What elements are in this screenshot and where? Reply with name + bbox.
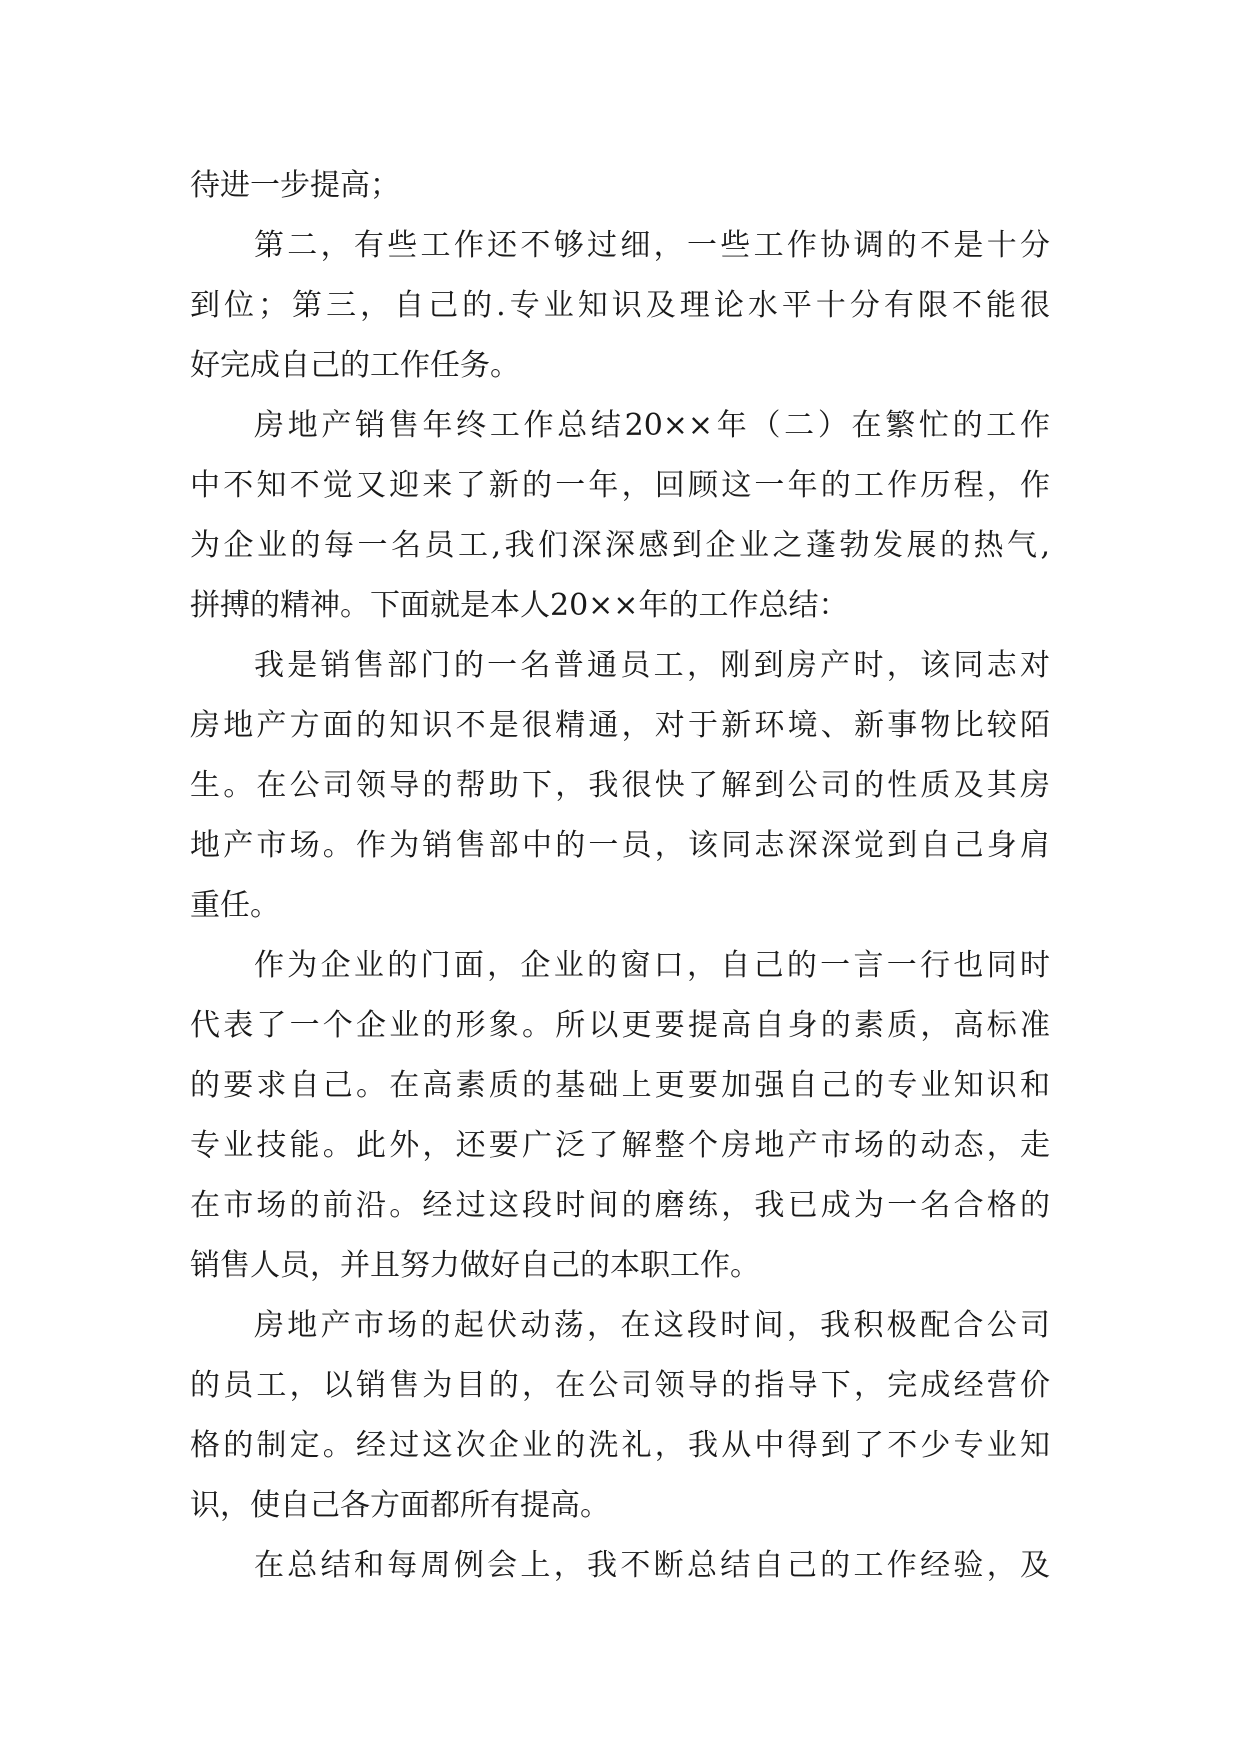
text-line: 的要求自己。在高素质的基础上更要加强自己的专业知识和 bbox=[190, 1068, 1050, 1103]
text-line: 第二，有些工作还不够过细，一些工作协调的不是十分 bbox=[254, 228, 1050, 263]
text-line: 地产市场。作为销售部中的一员，该同志深深觉到自己身肩 bbox=[190, 828, 1050, 863]
text-line: 房地产方面的知识不是很精通，对于新环境、新事物比较陌 bbox=[190, 708, 1050, 743]
text-line: 代表了一个企业的形象。所以更要提高自身的素质，高标准 bbox=[190, 1008, 1050, 1043]
text-line: 好完成自己的工作任务。 bbox=[190, 348, 520, 383]
text-line: 房地产市场的起伏动荡，在这段时间，我积极配合公司 bbox=[254, 1308, 1050, 1343]
text-line: 的员工，以销售为目的，在公司领导的指导下，完成经营价 bbox=[190, 1368, 1050, 1403]
text-line: 到位；第三，自己的.专业知识及理论水平十分有限不能很 bbox=[190, 288, 1050, 323]
text-line: 识，使自己各方面都所有提高。 bbox=[190, 1488, 610, 1523]
text-line: 我是销售部门的一名普通员工，刚到房产时，该同志对 bbox=[254, 648, 1050, 683]
body-text bbox=[190, 156, 1050, 1596]
text-line: 专业技能。此外，还要广泛了解整个房地产市场的动态，走 bbox=[190, 1128, 1050, 1163]
text-line: 作为企业的门面，企业的窗口，自己的一言一行也同时 bbox=[254, 948, 1050, 983]
text-line: 中不知不觉又迎来了新的一年，回顾这一年的工作历程，作 bbox=[190, 468, 1050, 503]
text-line: 生。在公司领导的帮助下，我很快了解到公司的性质及其房 bbox=[190, 768, 1050, 803]
text-line: 为企业的每一名员工,我们深深感到企业之蓬勃发展的热气, bbox=[190, 528, 1050, 563]
text-line: 销售人员，并且努力做好自己的本职工作。 bbox=[190, 1248, 760, 1283]
text-line: 房地产销售年终工作总结20××年（二）在繁忙的工作 bbox=[254, 408, 1050, 443]
text-line: 在市场的前沿。经过这段时间的磨练，我已成为一名合格的 bbox=[190, 1188, 1050, 1223]
text-line: 格的制定。经过这次企业的洗礼，我从中得到了不少专业知 bbox=[190, 1428, 1050, 1463]
text-line: 拼搏的精神。下面就是本人20××年的工作总结： bbox=[190, 588, 849, 623]
text-line: 重任。 bbox=[190, 888, 280, 923]
text-line: 在总结和每周例会上，我不断总结自己的工作经验，及 bbox=[254, 1548, 1050, 1583]
text-line: 待进一步提高； bbox=[190, 168, 400, 203]
